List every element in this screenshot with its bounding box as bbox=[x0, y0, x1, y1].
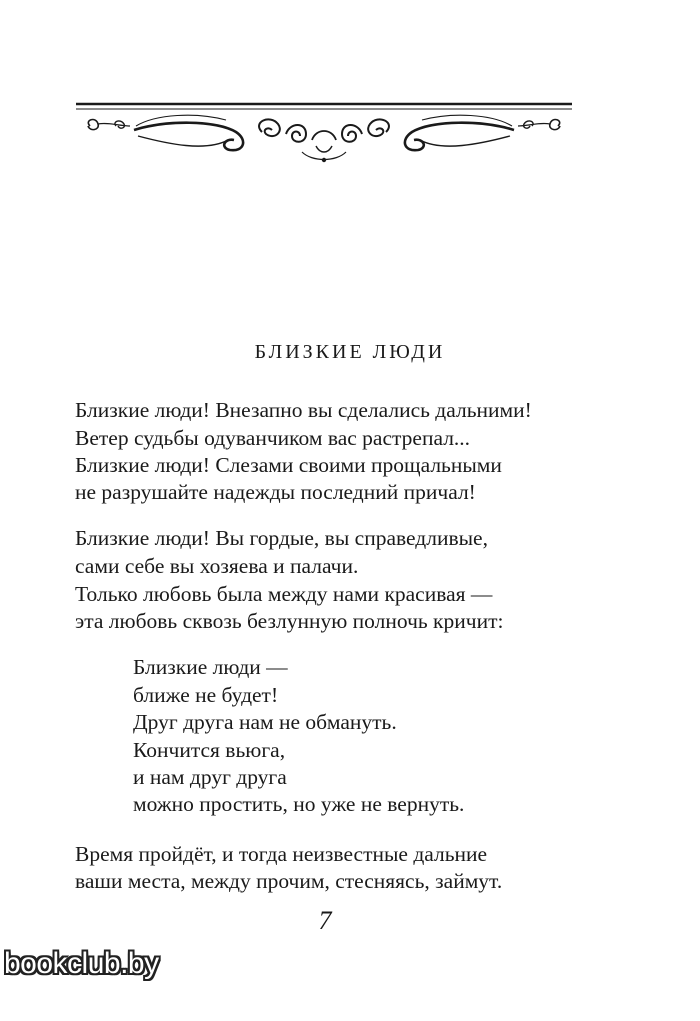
poem-line: Близкие люди! Слезами своими прощальными bbox=[75, 453, 502, 477]
poem-line: Только любовь была между нами красивая — bbox=[75, 582, 493, 606]
poem-line: и нам друг друга bbox=[133, 765, 287, 789]
poem-line: эта любовь сквозь безлунную полночь кричит: bbox=[75, 609, 504, 633]
poem-line: Ветер судьбы одуванчиком вас растрепал... bbox=[75, 426, 471, 450]
page-number: 7 bbox=[318, 906, 332, 935]
poem-title: БЛИЗКИЕ ЛЮДИ bbox=[254, 341, 446, 363]
poem-line: Близкие люди! Вы гордые, вы справедливые, bbox=[75, 526, 488, 550]
poem-line: сами себе вы хозяева и палачи. bbox=[75, 554, 359, 578]
poem-line: Близкие люди — bbox=[133, 655, 288, 679]
watermark-logo: bookclub.by bbox=[4, 947, 159, 980]
decorative-header-ornament bbox=[76, 100, 572, 178]
poem-line: ваши места, между прочим, стесняясь, займут. bbox=[75, 869, 503, 893]
poem-line: ближе не будет! bbox=[133, 683, 279, 707]
poem-line: не разрушайте надежды последний причал! bbox=[75, 480, 476, 504]
poem-line: можно простить, но уже не вернуть. bbox=[133, 792, 465, 816]
poem-line: Время пройдёт, и тогда неизвестные дальние bbox=[75, 842, 488, 866]
poem-line: Друг друга нам не обмануть. bbox=[133, 710, 397, 734]
poem-line: Близкие люди! Внезапно вы сделались дальними! bbox=[75, 398, 532, 422]
poem-line: Кончится вьюга, bbox=[133, 738, 286, 762]
